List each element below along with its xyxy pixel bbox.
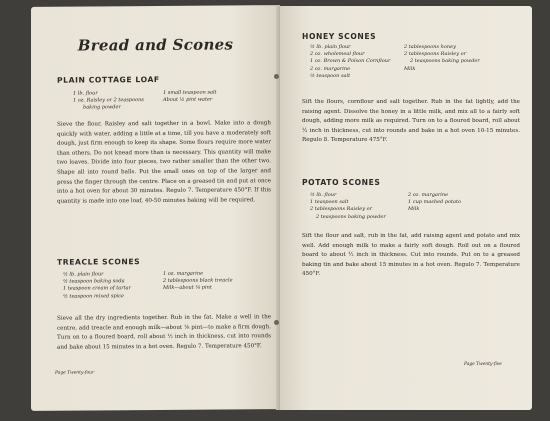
ingredient: 1 cup mashed potato <box>408 199 462 206</box>
recipe-title-plain-cottage-loaf: PLAIN COTTAGE LOAF <box>57 74 160 85</box>
ingredients-list <box>163 89 263 104</box>
ingredient: ½ teaspoon mixed spice <box>63 292 125 300</box>
method-text: Sift the flours, cornflour and salt together. Rub in the fat lightly, add the raising agent. Dissolve the honey in a little milk, and mix all to a fairly soft dough, adding more milk as required. Turn on to a floured board, roll about ½ inch in thickness, cut into rounds and bake in a hot oven 10-15 minutes. Regulo 8. Temperature 475°F. <box>302 99 520 144</box>
ingredient: Milk—about ⅛ pint <box>163 285 212 292</box>
ingredients-list <box>408 192 508 214</box>
ingredient: 2 oz. wholemeal flour <box>310 51 365 58</box>
ingredient: 1 oz. Brown & Polson Cornflour <box>310 58 391 65</box>
left-page <box>31 5 280 411</box>
ingredient: 1 oz. margarine <box>163 270 204 277</box>
staple <box>274 320 279 325</box>
ingredient: 2 teaspoons baking powder <box>410 58 480 65</box>
ingredient: 1 oz. Raisley or 2 teaspoons <box>73 97 144 104</box>
ingredient: 1 small teaspoon salt <box>163 89 217 96</box>
ingredient: ½ teaspoon baking soda <box>63 278 125 285</box>
ingredients-list <box>163 270 267 292</box>
ingredient: ½ teaspoon salt <box>310 72 351 79</box>
ingredient: 1 teaspoon salt <box>310 199 349 206</box>
ingredient: 2 teaspoons baking powder <box>316 213 386 220</box>
ingredient: 2 tablespoons Raisley or <box>404 51 467 58</box>
ingredient: Milk <box>408 206 420 213</box>
ingredients-list <box>310 192 420 221</box>
ingredient: 2 tablespoons black treacle <box>163 277 233 285</box>
ingredient: 2 oz. margarine <box>310 65 351 72</box>
staple <box>274 74 279 79</box>
recipe-title-potato-scones: POTATO SCONES <box>302 178 381 187</box>
ingredient: 1 teaspoon cream of tartar <box>63 285 131 293</box>
recipe-title-treacle-scones: TREACLE SCONES <box>57 257 141 267</box>
ingredient: 2 oz. margarine <box>408 192 449 198</box>
method-text: Sieve the flour, Raisley and salt together in a bowl. Make into a dough quickly with water, adding a little at a time, till you have a moderately soft dough, just firm enough to keep its shape. Some flours require more water than others. Do not knead more than is necessary. This quantity will make two loaves. Divide into four pieces, two rather smaller than the other two. Shape all into round balls. Put the small ones on top of the larger and press the finger through the centre. Place on a greased tin and put at once into a hot oven for about 30 minutes. Regulo 7. Temperature 450°F. If this quantity is made into one loaf, 40-50 minutes baking will be required. <box>57 120 271 205</box>
ingredient: 1 lb. flour <box>73 90 98 97</box>
page-number: Page Twenty-five <box>464 362 502 367</box>
ingredients-list <box>404 44 510 73</box>
page-title: Bread and Scones <box>77 35 234 55</box>
ingredient: Milk <box>404 65 416 72</box>
ingredient: 2 tablespoons Raisley or <box>310 206 373 213</box>
ingredient: baking powder <box>83 104 121 111</box>
ingredient: About ½ pint water <box>163 96 213 104</box>
recipe-title-honey-scones: HONEY SCONES <box>302 32 377 41</box>
ingredient: ½ lb. flour <box>310 192 337 198</box>
ingredient: ½ lb. plain flour <box>63 271 104 278</box>
page-number: Page Twenty-four <box>55 370 95 376</box>
right-page <box>280 6 532 410</box>
ingredients-list <box>63 271 163 301</box>
ingredients-list <box>73 90 173 112</box>
method-text: Sift the flour and salt, rub in the fat, add raising agent and potato and mix well. Add enough milk to make a fairly soft dough. Roll out on a floured board to about ½ inch in thickness. Cut into rounds. Put on to a greased baking tin and bake about 15 minutes in a hot oven. Regulo 7. Temperature 450°F. <box>302 233 520 278</box>
method-text: Sieve all the dry ingredients together. Rub in the fat. Make a well in the centre, add treacle and enough milk—about ⅛ pint—to make a firm dough. Turn on to a floured board, roll about ½ inch in thickness, cut into rounds and bake about 15 minutes in a hot oven. Regulo 7. Temperature 450°F. <box>57 314 271 351</box>
ingredient: 2 tablespoons honey <box>404 44 456 50</box>
ingredient: ½ lb. plain flour <box>310 44 351 50</box>
